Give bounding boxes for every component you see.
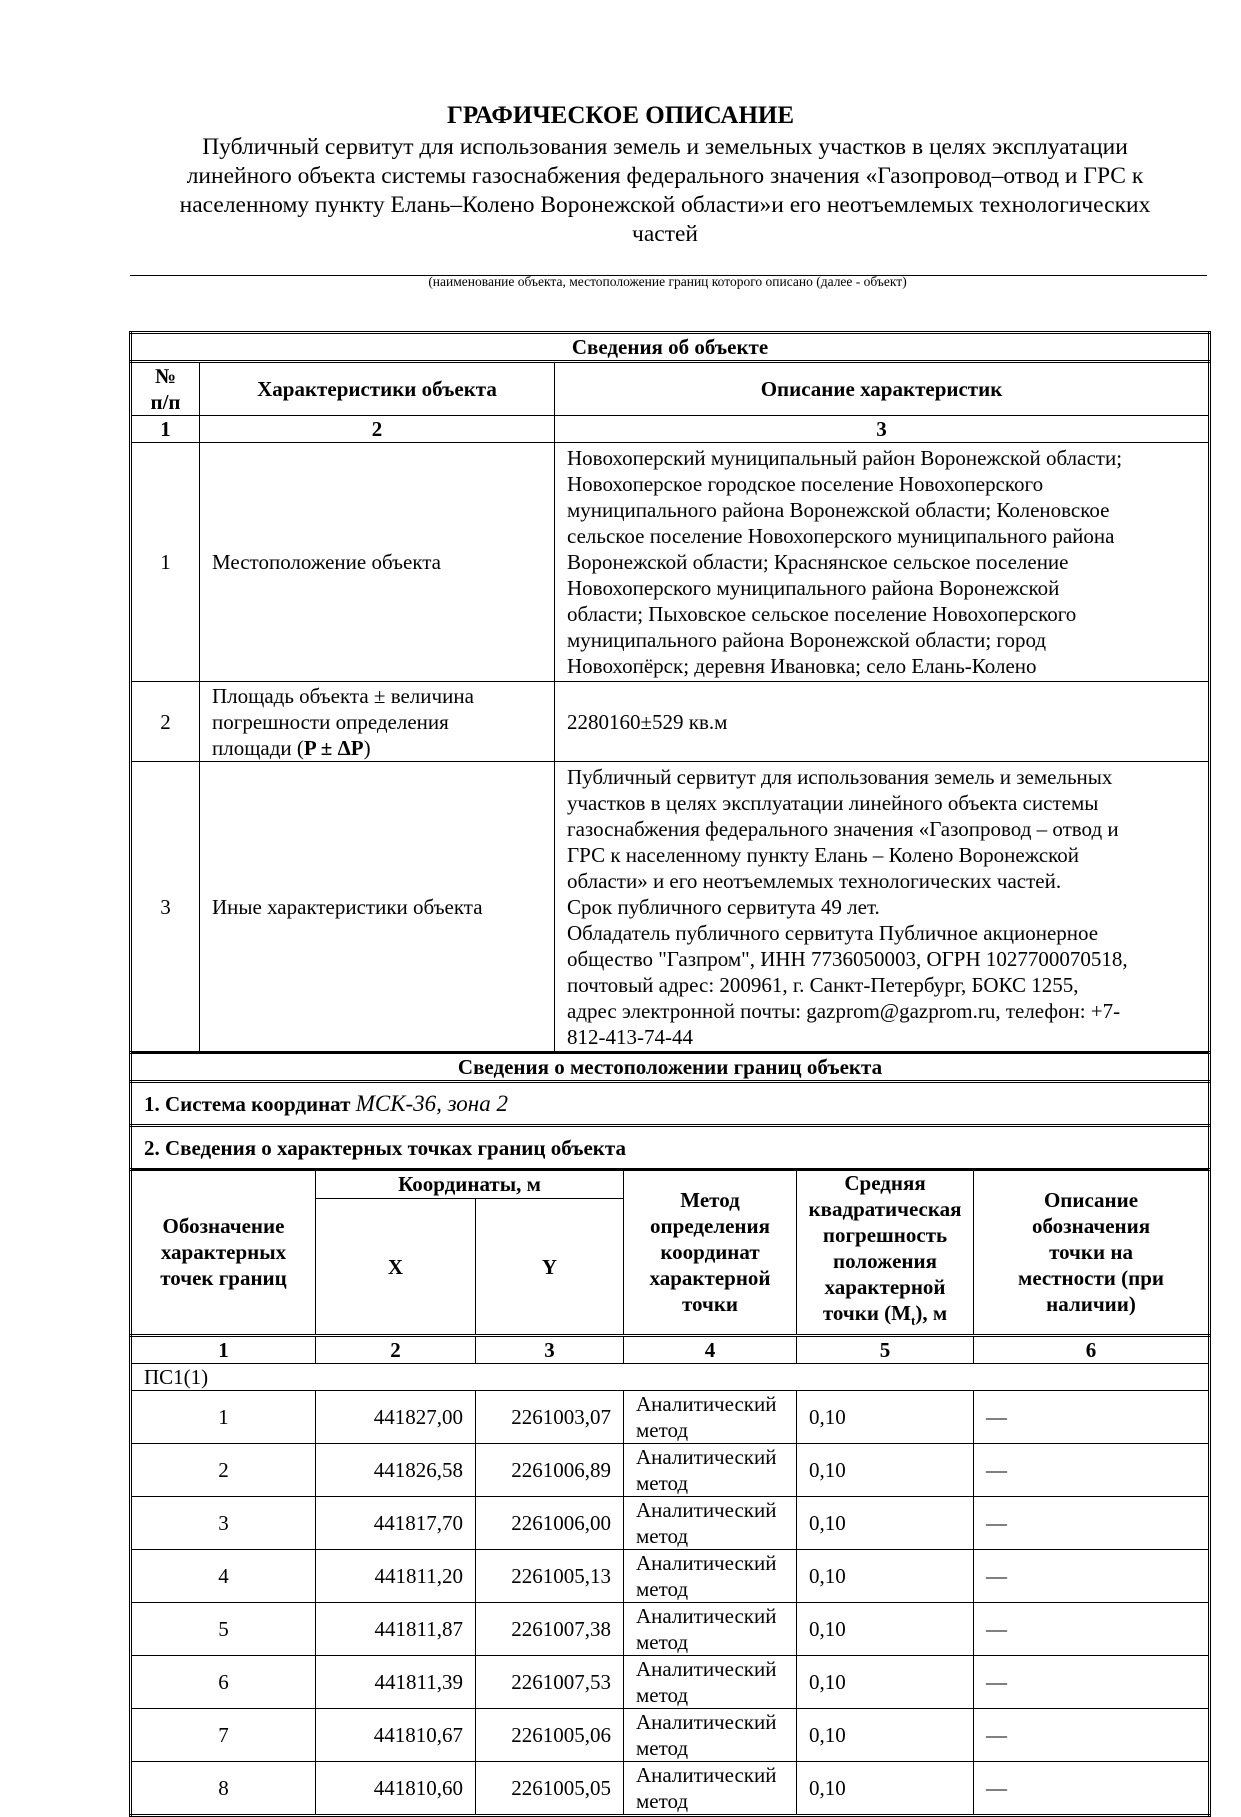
header-line: Метод <box>680 1188 740 1213</box>
index-cell: 1 <box>131 1336 316 1364</box>
characteristic-line <box>212 735 554 761</box>
error-prefix: точки (M <box>822 1301 911 1325</box>
description-line: области» и его неотъемлемых технологических частей. <box>567 868 1062 893</box>
point-y: 2261005,05 <box>476 1762 624 1816</box>
point-x: 441811,87 <box>316 1603 476 1656</box>
description-line: Срок публичного сервитута 49 лет. <box>567 894 880 919</box>
description-line: ГРС к населенному пункту Елань – Колено Воронежской <box>567 842 1080 867</box>
point-number: 2 <box>131 1444 316 1497</box>
document-title: ГРАФИЧЕСКОЕ ОПИСАНИЕ <box>446 102 795 129</box>
point-y: 2261005,13 <box>476 1550 624 1603</box>
point-error: 0,10 <box>797 1497 974 1550</box>
row-description <box>555 762 1210 1053</box>
point-description: — <box>974 1603 1210 1656</box>
row-characteristic: Иные характеристики объекта <box>200 762 555 1053</box>
point-number: 5 <box>131 1603 316 1656</box>
table-row <box>131 1391 1210 1444</box>
point-group-label: ПС1(1) <box>131 1364 1210 1391</box>
point-description: — <box>974 1444 1210 1497</box>
boundaries-header-table <box>129 1052 1211 1171</box>
header-line: характерных <box>160 1240 287 1265</box>
point-error: 0,10 <box>797 1603 974 1656</box>
description-line: Новохоперского муниципального района Воронежской <box>567 576 1060 600</box>
coordinate-system-value: МСК-36, зона 2 <box>355 1090 508 1116</box>
col-header-x: X <box>316 1199 476 1336</box>
col-header-designation <box>131 1170 316 1336</box>
col-header-coordinates: Координаты, м <box>316 1170 624 1199</box>
header-line: точки <box>681 1292 739 1317</box>
header-line: характерной <box>824 1275 946 1299</box>
point-description: — <box>974 1391 1210 1444</box>
point-description: — <box>974 1656 1210 1709</box>
index-cell: 3 <box>555 416 1210 443</box>
point-method: Аналитический метод <box>624 1391 797 1444</box>
points-table <box>129 1169 1211 1817</box>
index-cell: 2 <box>200 416 555 443</box>
point-number: 7 <box>131 1709 316 1762</box>
point-y: 2261005,06 <box>476 1709 624 1762</box>
header-line: Описание <box>1043 1188 1139 1213</box>
row-number: 3 <box>131 762 200 1053</box>
table-row <box>131 682 1210 762</box>
point-error: 0,10 <box>797 1656 974 1709</box>
coordinate-system-row <box>131 1082 1210 1126</box>
header-line: положения <box>833 1249 937 1273</box>
row-description: 2280160±529 кв.м <box>555 682 1210 762</box>
point-error: 0,10 <box>797 1762 974 1816</box>
point-y: 2261006,00 <box>476 1497 624 1550</box>
point-y: 2261007,53 <box>476 1656 624 1709</box>
point-method: Аналитический метод <box>624 1603 797 1656</box>
description-line: газоснабжения федерального значения «Газопровод – отвод и <box>567 816 1119 841</box>
point-x: 441810,67 <box>316 1709 476 1762</box>
point-description: — <box>974 1709 1210 1762</box>
point-method: Аналитический метод <box>624 1656 797 1709</box>
point-method: Аналитический метод <box>624 1497 797 1550</box>
row-characteristic <box>200 682 555 762</box>
col-header-error <box>797 1170 974 1336</box>
point-description: — <box>974 1497 1210 1550</box>
description-line: Новохоперский муниципальный район Воронежской области; <box>567 446 1123 470</box>
description-line: общество "Газпром", ИНН 7736050003, ОГРН 1027700070518, <box>567 946 1128 971</box>
index-cell: 2 <box>316 1336 476 1364</box>
point-error: 0,10 <box>797 1550 974 1603</box>
points-section-title: 2. Сведения о характерных точках границ объекта <box>131 1126 1210 1170</box>
point-description: — <box>974 1762 1210 1816</box>
header-line <box>797 1300 973 1334</box>
col-header-number <box>131 362 200 416</box>
table-row <box>131 1444 1210 1497</box>
characteristic-prefix: площади ( <box>212 735 304 760</box>
table-row <box>131 1656 1210 1709</box>
point-x: 441810,60 <box>316 1762 476 1816</box>
point-y: 2261003,07 <box>476 1391 624 1444</box>
description-line: сельское поселение Новохоперского муниципального района <box>567 524 1115 548</box>
table-row <box>131 1603 1210 1656</box>
point-x: 441827,00 <box>316 1391 476 1444</box>
subtitle-line: частей <box>632 221 698 247</box>
point-x: 441811,20 <box>316 1550 476 1603</box>
col-header-point-description <box>974 1170 1210 1336</box>
header-line: определения <box>650 1214 770 1239</box>
index-cell: 6 <box>974 1336 1210 1364</box>
col-header-method <box>624 1170 797 1336</box>
col-header-number-line: № <box>154 364 177 388</box>
point-y: 2261007,38 <box>476 1603 624 1656</box>
row-number: 2 <box>131 682 200 762</box>
description-line: муниципального района Воронежской области; Коленовское <box>567 498 1110 522</box>
table-row <box>131 443 1210 682</box>
description-line: участков в целях эксплуатации линейного объекта системы <box>567 790 1099 815</box>
points-body <box>131 1391 1210 1816</box>
index-cell: 4 <box>624 1336 797 1364</box>
header-line: местности (при <box>1018 1266 1164 1291</box>
table-row <box>131 1709 1210 1762</box>
point-number: 4 <box>131 1550 316 1603</box>
area-formula: P ± ΔP <box>303 735 364 760</box>
description-line: 812-413-74-44 <box>567 1024 693 1049</box>
point-number: 6 <box>131 1656 316 1709</box>
point-method: Аналитический метод <box>624 1550 797 1603</box>
col-header-description: Описание характеристик <box>555 362 1210 416</box>
index-cell: 1 <box>131 416 200 443</box>
header-line: точки на <box>1049 1240 1133 1265</box>
point-method: Аналитический метод <box>624 1709 797 1762</box>
subtitle-line: Публичный сервитут для использования земель и земельных участков в целях эксплуатации <box>202 134 1128 160</box>
row-description <box>555 443 1210 682</box>
col-header-y: Y <box>476 1199 624 1336</box>
header-line: точек границ <box>160 1266 287 1291</box>
subtitle-line: линейного объекта системы газоснабжения федерального значения «Газопровод–отвод и ГРС к <box>186 163 1144 189</box>
point-y: 2261006,89 <box>476 1444 624 1497</box>
table-row <box>131 762 1210 1053</box>
error-suffix: ), м <box>915 1301 948 1325</box>
table-row <box>131 1497 1210 1550</box>
description-line: области; Пыховское сельское поселение Новохоперского <box>567 602 1077 626</box>
header-line: обозначения <box>1031 1214 1151 1239</box>
col-header-number-line: п/п <box>150 390 181 414</box>
point-number: 3 <box>131 1497 316 1550</box>
point-x: 441817,70 <box>316 1497 476 1550</box>
description-line: Новохопёрск; деревня Ивановка; село Елань-Колено <box>567 654 1037 678</box>
point-number: 8 <box>131 1762 316 1816</box>
col-header-characteristics: Характеристики объекта <box>200 362 555 416</box>
description-line: Обладатель публичного сервитута Публичное акционерное <box>567 920 1099 945</box>
header-line: наличии) <box>1046 1292 1136 1317</box>
point-error: 0,10 <box>797 1709 974 1762</box>
description-line: Новохоперское городское поселение Новохоперского <box>567 472 1044 496</box>
point-method: Аналитический метод <box>624 1444 797 1497</box>
object-info-section-title: Сведения об объекте <box>131 333 1210 362</box>
table-row <box>131 1762 1210 1816</box>
point-method: Аналитический метод <box>624 1762 797 1816</box>
point-error: 0,10 <box>797 1444 974 1497</box>
point-description: — <box>974 1550 1210 1603</box>
index-cell: 3 <box>476 1336 624 1364</box>
document-subtitle <box>135 133 1195 249</box>
header-line: Средняя <box>844 1171 926 1195</box>
object-info-table <box>129 331 1211 1054</box>
point-x: 441811,39 <box>316 1656 476 1709</box>
point-x: 441826,58 <box>316 1444 476 1497</box>
row-characteristic: Местоположение объекта <box>200 443 555 682</box>
header-line: характерной <box>649 1266 771 1291</box>
header-line: координат <box>660 1240 760 1265</box>
coordinate-system-label: 1. Система координат <box>144 1091 351 1116</box>
row-number: 1 <box>131 443 200 682</box>
point-error: 0,10 <box>797 1391 974 1444</box>
index-cell: 5 <box>797 1336 974 1364</box>
header-line: погрешность <box>822 1223 948 1247</box>
characteristic-suffix: ) <box>363 735 371 760</box>
table-row <box>131 1550 1210 1603</box>
description-line: Публичный сервитут для использования земель и земельных <box>567 764 1113 789</box>
description-line: почтовый адрес: 200961, г. Санкт-Петербург, БОКС 1255, <box>567 972 1079 997</box>
error-subscript: t <box>910 1313 916 1329</box>
description-line: Воронежской области; Краснянское сельское поселение <box>567 550 1069 574</box>
description-line: муниципального района Воронежской области; город <box>567 628 1047 652</box>
characteristic-line: погрешности определения <box>212 709 449 734</box>
subtitle-line: населенному пункту Елань–Колено Воронежской области»и его неотъемлемых технологических <box>179 192 1151 218</box>
object-caption: (наименование объекта, местоположение границ которого описано (далее - объект) <box>428 274 907 289</box>
header-line: Обозначение <box>162 1214 285 1239</box>
point-number: 1 <box>131 1391 316 1444</box>
characteristic-line: Площадь объекта ± величина <box>212 683 474 708</box>
boundaries-section-title: Сведения о местоположении границ объекта <box>131 1053 1210 1082</box>
description-line: адрес электронной почты: gazprom@gazprom.ru, телефон: +7- <box>567 998 1121 1023</box>
header-line: квадратическая <box>808 1197 962 1221</box>
